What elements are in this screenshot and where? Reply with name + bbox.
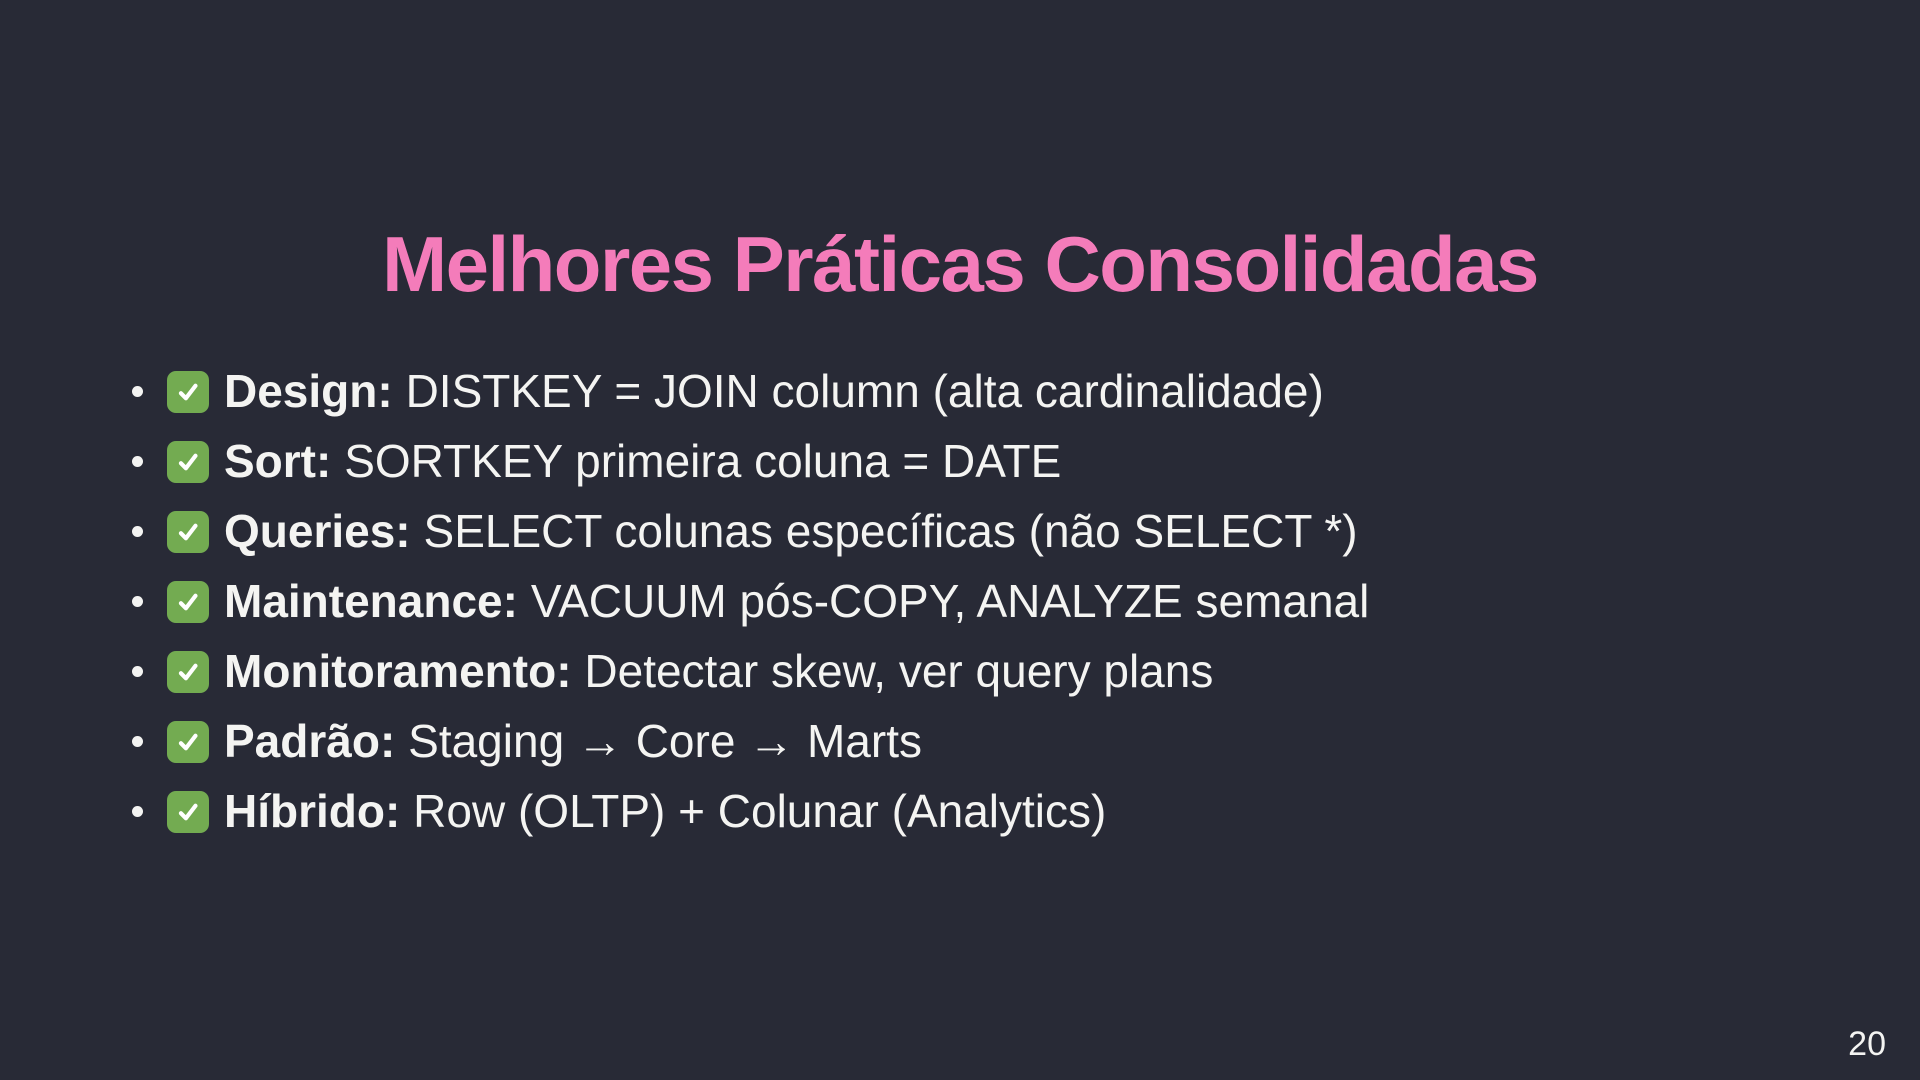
- item-text: [224, 574, 1369, 629]
- item-label: Sort:: [224, 435, 332, 488]
- list-item: [132, 427, 1920, 497]
- item-text: [224, 434, 1061, 489]
- slide-title: Melhores Práticas Consolidadas: [382, 220, 1538, 308]
- item-label: Monitoramento:: [224, 645, 572, 698]
- bullet-marker: [132, 806, 143, 817]
- page-number: 20: [1848, 1025, 1886, 1063]
- item-text: [224, 364, 1324, 419]
- item-body: Row (OLTP) + Colunar (Analytics): [413, 785, 1107, 838]
- item-label: Queries:: [224, 505, 411, 558]
- list-item: [132, 637, 1920, 707]
- check-icon: [167, 651, 209, 693]
- bullet-list: [132, 357, 1920, 847]
- bullet-marker: [132, 596, 143, 607]
- item-text: [224, 784, 1106, 839]
- check-icon: [167, 441, 209, 483]
- check-icon: [167, 511, 209, 553]
- item-text: [224, 644, 1213, 699]
- list-item: [132, 567, 1920, 637]
- bullet-marker: [132, 456, 143, 467]
- bullet-marker: [132, 736, 143, 747]
- item-label: Híbrido:: [224, 785, 401, 838]
- list-item: [132, 357, 1920, 427]
- check-icon: [167, 581, 209, 623]
- item-body: DISTKEY = JOIN column (alta cardinalidade): [405, 365, 1324, 418]
- item-text: [224, 504, 1358, 559]
- item-body: VACUUM pós-COPY, ANALYZE semanal: [530, 575, 1370, 628]
- bullet-marker: [132, 526, 143, 537]
- item-label: Design:: [224, 365, 393, 418]
- item-label: Maintenance:: [224, 575, 518, 628]
- check-icon: [167, 371, 209, 413]
- item-text: [224, 714, 922, 769]
- item-label: Padrão:: [224, 715, 396, 768]
- item-body: Staging → Core → Marts: [408, 715, 922, 768]
- item-body: SELECT colunas específicas (não SELECT *): [423, 505, 1358, 558]
- list-item: [132, 777, 1920, 847]
- bullet-marker: [132, 666, 143, 677]
- list-item: [132, 707, 1920, 777]
- item-body: SORTKEY primeira coluna = DATE: [344, 435, 1062, 488]
- list-item: [132, 497, 1920, 567]
- check-icon: [167, 721, 209, 763]
- check-icon: [167, 791, 209, 833]
- bullet-marker: [132, 386, 143, 397]
- item-body: Detectar skew, ver query plans: [584, 645, 1214, 698]
